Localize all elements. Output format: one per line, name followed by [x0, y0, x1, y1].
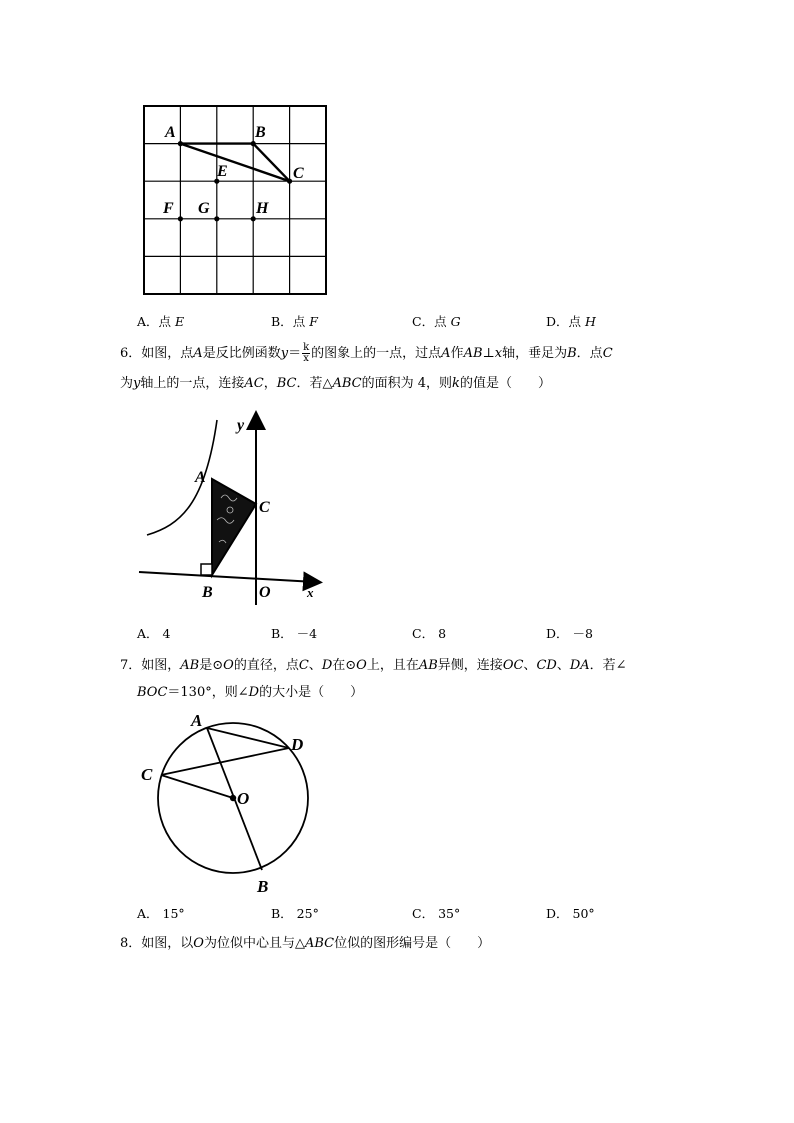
q6-option-a[interactable]: A． 4: [137, 626, 171, 641]
q5-grid-figure: [138, 100, 333, 300]
point-f: [178, 216, 183, 221]
q6-hyperbola-figure: [135, 410, 325, 605]
q7-options: [137, 904, 657, 924]
q6-line2: 为y轴上的一点，连接AC，BC．若△ABC的面积为 4，则k的值是（ ）: [120, 376, 551, 391]
q5-option-a[interactable]: A．点 E: [137, 314, 185, 329]
label-o: O: [259, 584, 271, 601]
q7-option-c[interactable]: C． 35°: [412, 906, 461, 921]
q5-option-c[interactable]: C．点 G: [412, 314, 461, 329]
point-b: [251, 141, 256, 146]
q7-option-d[interactable]: D． 50°: [546, 906, 595, 921]
q8-stem: 8．如图，以O为位似中心且与△ABC位似的图形编号是（ ）: [120, 936, 491, 951]
label-o: O: [237, 789, 250, 808]
segment-cd: [161, 748, 289, 775]
q5-options: [137, 312, 657, 332]
triangle-abc-shaded: [212, 479, 256, 575]
label-a: A: [195, 469, 206, 486]
q5-option-b[interactable]: B．点 F: [271, 314, 318, 329]
q6-option-d[interactable]: D． －8: [546, 626, 593, 641]
triangle-abc: [180, 144, 289, 182]
label-x: x: [307, 585, 314, 600]
q6-option-b[interactable]: B． －4: [271, 626, 318, 641]
label-f: F: [163, 200, 174, 217]
q7-stem: [120, 652, 680, 706]
label-c: C: [141, 765, 153, 784]
q7-circle-figure: [135, 710, 335, 900]
q5-option-d[interactable]: D．点 H: [546, 314, 596, 329]
q7-option-a[interactable]: A． 15°: [137, 906, 185, 921]
label-h: H: [256, 200, 269, 217]
label-e: E: [217, 163, 228, 180]
label-g: G: [198, 200, 210, 217]
center-o: [230, 795, 236, 801]
label-a: A: [165, 124, 176, 141]
segment-oc: [161, 775, 233, 798]
right-angle-mark: [201, 564, 212, 575]
q6-line1: 6．如图，点A是反比例函数y＝ $\frac{k}{x}$ 的图象上的一点，过点A作AB⊥x轴，垂足为B．点C: [120, 342, 613, 364]
label-c: C: [259, 499, 270, 516]
x-axis: [139, 572, 315, 582]
label-c: C: [293, 165, 304, 182]
hyperbola-curve: [147, 420, 217, 535]
label-a: A: [191, 711, 203, 730]
point-a: [178, 141, 183, 146]
q6-option-c[interactable]: C． 8: [412, 626, 447, 641]
q6-stem: [120, 340, 680, 397]
q7-option-b[interactable]: B． 25°: [271, 906, 319, 921]
label-b: B: [202, 584, 213, 601]
point-c: [287, 179, 292, 184]
point-g: [214, 216, 219, 221]
label-b: B: [257, 877, 269, 896]
label-y: y: [237, 417, 245, 434]
q7-line2: BOC＝130°，则∠D的大小是（ ）: [137, 685, 364, 700]
q6-options: [137, 624, 657, 644]
fraction-k-over-x: $\frac{k}{x}$: [303, 342, 310, 364]
label-d: D: [291, 735, 304, 754]
label-b: B: [255, 124, 266, 141]
q7-line1: 7．如图，AB是⊙O的直径，点C、D在⊙O上，且在AB异侧，连接OC、CD、DA．若∠: [120, 658, 627, 673]
